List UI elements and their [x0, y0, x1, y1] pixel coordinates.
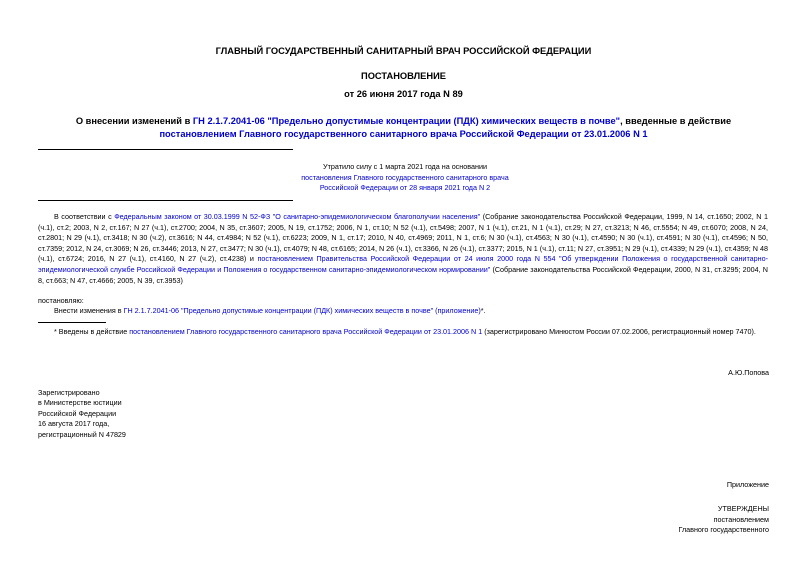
- footnote-text-end: (зарегистрировано Минюстом России 07.02.2006, регистрационный номер 7470).: [482, 327, 756, 336]
- title-prefix: О внесении изменений в: [75, 116, 193, 126]
- approval-line2: постановлением: [713, 514, 769, 524]
- decree-label: постановляю:: [38, 296, 84, 305]
- footnote-divider: [38, 322, 106, 323]
- gn-appendix-link[interactable]: ГН 2.1.7.2041-06 "Предельно допустимые концентрации (ПДК) химических веществ в почве" (приложение): [123, 306, 481, 315]
- approval-line3: Главного государственного: [678, 525, 769, 534]
- registration-line2: в Министерстве юстиции: [38, 398, 122, 408]
- document-date-heading: от 26 июня 2017 года N 89: [344, 89, 463, 99]
- preamble-paragraph: [38, 212, 768, 286]
- title-link-gn[interactable]: ГН 2.1.7.2041-06 "Предельно допустимые концентрации (ПДК) химических веществ в почве": [192, 116, 621, 126]
- lost-force-note: [230, 162, 580, 194]
- footnote: [54, 327, 768, 338]
- registration-block: [38, 388, 126, 440]
- footnote-text-start: * Введены в действие: [54, 327, 130, 336]
- lost-force-link-line1[interactable]: постановления Главного государственного санитарного врача: [301, 172, 509, 182]
- decree-paragraph: [54, 306, 768, 317]
- preamble-text-citations: (Собрание законодательства Российской Федерации, 1999, N 14, ст.1650; 2002, N 1 (ч.1), ст.2; 2003, N 2, ст.167; N 27 (ч.1), ст.2700; 2004, N 35, ст.3607; 2005, N 19, ст.1752; 2006, N 1, ст.10; N 52 (ч.1), ст.5498; 2007, N 1 (ч.1), ст.21, N 1 (ч.1), ст.29; N 27, ст.3213; N 46, ст.5554; N 49, ст.6070; 2008, N 24, ст.2801; N 29 (ч.1), ст.3418; N 30 (ч.2), ст.3616; N 44, ст.4984; N 52 (ч.1), ст.6223; 2009, N 1, ст.17; 2010, N 40, ст.4969; 2011, N 1, ст.6; N 30 (ч.1), ст.4563; N 30 (ч.1), ст.4590; N 30 (ч.1), ст.4591; N 30 (ч.1), ст.4596; N 50, ст.7359; 2012, N 24, ст.3069; N 26, ст.3446; 2013, N 27, ст.3477; N 30 (ч.1), ст.4079; N 48, ст.6165; 2014, N 26 (ч.1), ст.3366, N 26 (ч.1), ст.3377; 2015, N 1 (ч.1), ст.11; N 27, ст.3951; N 29 (ч.1), ст.4339; N 29 (ч.1), ст.4359; N 48 (ч.1), ст.6724; 2016, N 27 (ч.1), ст.4160, N 27 (ч.2), ст.4238) и: [38, 212, 768, 264]
- document-type-heading: ПОСТАНОВЛЕНИЕ: [361, 71, 446, 81]
- approval-block: [678, 504, 769, 536]
- registration-line5: регистрационный N 47829: [38, 429, 126, 439]
- appendix-label: Приложение: [726, 480, 769, 489]
- federal-law-link[interactable]: Федеральным законом от 30.03.1999 N 52-ФЗ "О санитарно-эпидемиологическом благополучии населения": [114, 212, 481, 221]
- issuer-heading: ГЛАВНЫЙ ГОСУДАРСТВЕННЫЙ САНИТАРНЫЙ ВРАЧ РОССИЙСКОЙ ФЕДЕРАЦИИ: [215, 46, 592, 56]
- footnote-decree-link[interactable]: постановлением Главного государственного санитарного врача Российской Федерации от 23.01.2006 N 1: [129, 327, 483, 336]
- lost-force-link-line2[interactable]: Российской Федерации от 28 января 2021 года N 2: [319, 183, 491, 192]
- preamble-text-start: В соответствии с: [54, 212, 115, 221]
- registration-line3: Российской Федерации: [38, 408, 117, 418]
- lost-force-line1: Утратило силу с 1 марта 2021 года на основании: [323, 162, 487, 171]
- document-title: [40, 115, 767, 141]
- approval-line1: УТВЕРЖДЕНЫ: [717, 504, 769, 513]
- middle-divider: [38, 200, 293, 201]
- title-middle: , введенные в действие: [620, 116, 732, 126]
- preamble-text-end: (Собрание законодательства Российской Федерации, 2000, N 31, ст.3295; 2004, N 8, ст.663; N 47, ст.4666; 2005, N 39, ст.3953): [38, 264, 768, 285]
- top-divider: [38, 149, 293, 150]
- registration-line4: 16 августа 2017 года,: [38, 419, 110, 429]
- title-link-decree[interactable]: постановлением Главного государственного санитарного врача Российской Федерации от 23.01.2006 N 1: [159, 129, 648, 139]
- government-decree-link[interactable]: постановлением Правительства Российской Федерации от 24 июля 2000 года N 554 "Об утверждении Положения о государственной санитарно-эпидемиологической службе Российской Федерации и Положения о государственном санитарно-эпидемиологическом нормировании": [38, 254, 769, 274]
- registration-line1: Зарегистрировано: [38, 388, 100, 397]
- decree-text-start: Внести изменения в: [54, 306, 124, 315]
- signature-name: А.Ю.Попова: [728, 368, 769, 377]
- decree-text-end: *.: [480, 306, 486, 315]
